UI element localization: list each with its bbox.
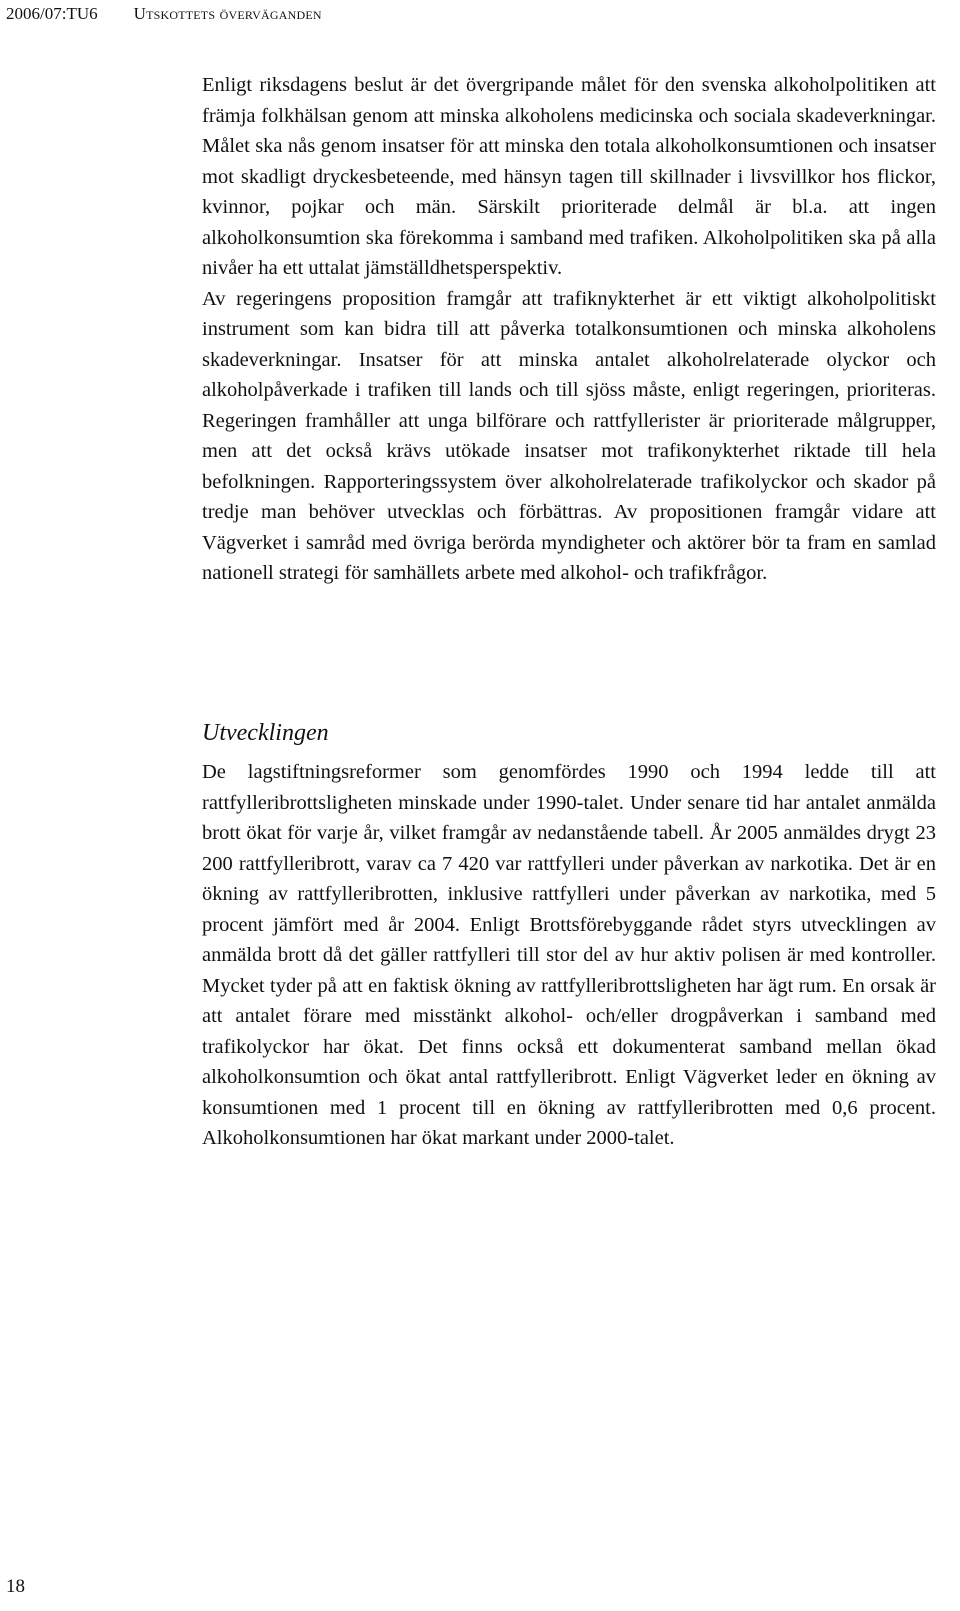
page-number: 18 xyxy=(6,1576,25,1597)
paragraph-alcohol-policy-goal: Enligt riksdagens beslut är det övergripande målet för den svenska alkoholpolitiken att främja folkhälsan genom att minska alkoholens medicinska och sociala skadeverkningar. Målet ska nås genom insatser för att minska den totala alkoholkonsumtionen och insatser mot skadligt dryckesbeteende, med hänsyn tagen till skillnader i livsvillkor hos flickor, kvinnor, pojkar och män. Särskilt prioriterade delmål är bl.a. att ingen alkoholkonsumtion ska förekomma i samband med trafiken. Alkoholpolitiken ska på alla nivåer ha ett uttalat jämställdhetsperspektiv. xyxy=(202,74,936,279)
running-header xyxy=(6,4,322,24)
paragraph-development: De lagstiftningsreformer som genomfördes 1990 och 1994 ledde till att rattfylleribrottsligheten minskade under 1990-talet. Under senare tid har antalet anmälda brott ökat för varje år, vilket framgår av nedanstående tabell. År 2005 anmäldes drygt 23 200 rattfylleribrott, varav ca 7 420 var rattfylleri under påverkan av narkotika. Det är en ökning av rattfylleribrotten, inklusive rattfylleri under påverkan av narkotika, med 5 procent jämfört med år 2004. Enligt Brottsförebyggande rådet styrs utvecklingen av anmälda brott då det gäller rattfylleri till stor del av hur aktiv polisen är med kontroller. Mycket tyder på att en faktisk ökning av rattfylleribrottsligheten har ägt rum. En orsak är att antalet förare med misstänkt alkohol- och/eller drogpåverkan i samband med trafikolyckor har ökat. Det finns också ett dokumenterat samband mellan ökad alkoholkonsumtion och ökat antal rattfylleribrott. Enligt Vägverket leder en ökning av konsumtionen med 1 procent till en ökning av rattfylleribrotten med 0,6 procent. Alkoholkonsumtionen har ökat markant under 2000-talet. xyxy=(202,761,936,1149)
section-heading: Utvecklingen xyxy=(202,720,329,746)
document-id: 2006/07:TU6 xyxy=(6,4,98,23)
paragraph-government-proposition: Av regeringens proposition framgår att trafiknykterhet är ett viktigt alkoholpolitiskt instrument som kan bidra till att påverka totalkonsumtionen och minska alkoholens skadeverkningar. Insatser för att minska antalet alkoholrelaterade olyckor och alkoholpåverkade i trafiken till lands och till sjöss måste, enligt regeringen, prioriteras. Regeringen framhåller att unga bilförare och rattfyllerister är prioriterade målgrupper, men att det också krävs utökade insatser mot trafikonykterhet riktade till hela befolkningen. Rapporteringssystem över alkoholrelaterade trafikolyckor och skador på tredje man behöver utvecklas och förbättras. Av propositionen framgår vidare att Vägverket i samråd med övriga berörda myndigheter och aktörer bör ta fram en samlad nationell strategi för samhällets arbete med alkohol- och trafikfrågor. xyxy=(202,287,936,584)
section-utvecklingen xyxy=(202,715,936,1154)
body-text-top xyxy=(202,70,936,589)
section-title: Utskottets överväganden xyxy=(133,4,322,23)
